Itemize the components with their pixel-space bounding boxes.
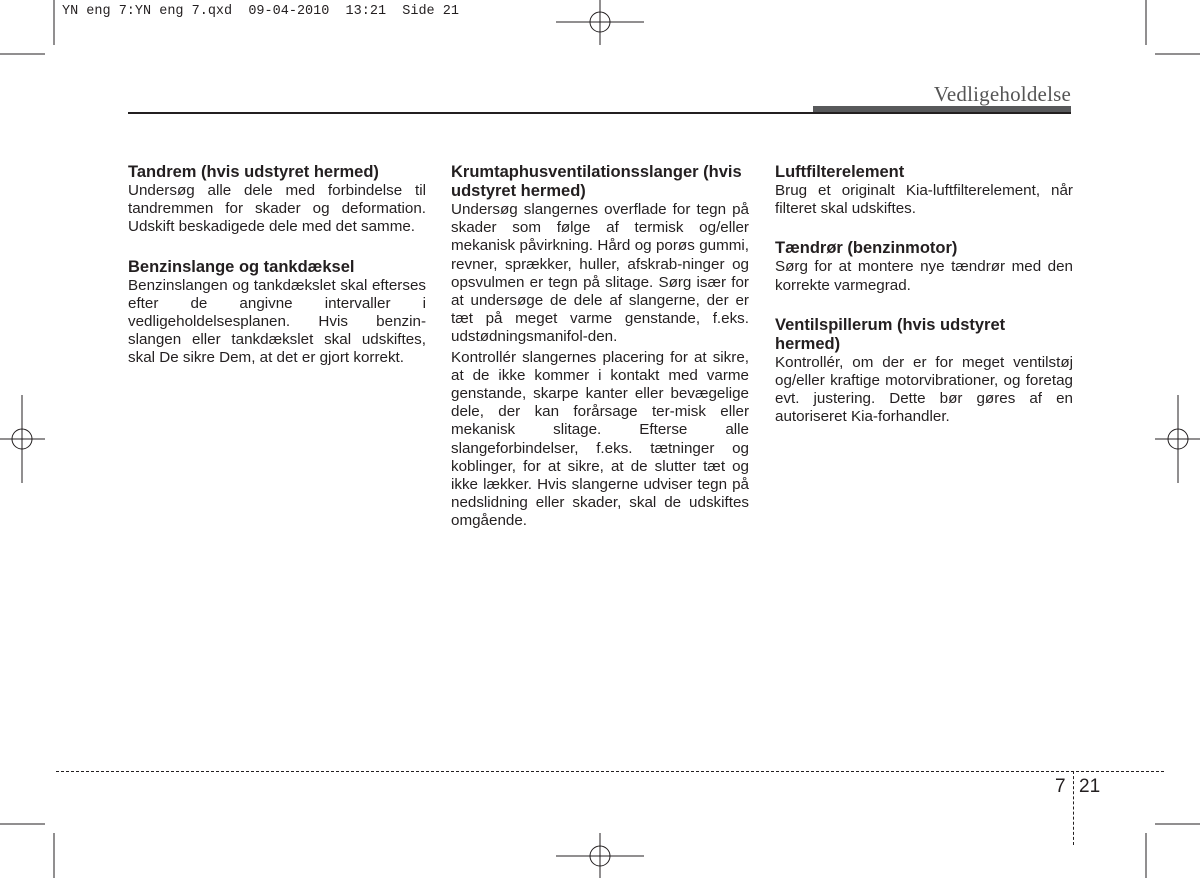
heading-fuel-hose: Benzinslange og tankdæksel xyxy=(128,257,355,276)
section-valve-clearance xyxy=(775,316,1073,427)
text-column-3 xyxy=(775,163,1073,448)
chapter-number: 7 xyxy=(1055,776,1066,797)
body-timing-belt: Undersøg alle dele med forbindelse til tandremmen for skader og deformation. Udskift beskadigede dele med det samme. xyxy=(128,182,426,236)
section-fuel-hose xyxy=(128,258,426,368)
registration-mark-right xyxy=(1155,395,1200,483)
registration-mark-top xyxy=(556,0,644,45)
text-column-1 xyxy=(128,163,426,389)
section-crankcase-hoses xyxy=(451,163,749,531)
registration-mark-left xyxy=(0,395,45,483)
body-fuel-hose: Benzinslangen og tankdækslet skal efterses efter de angivne intervaller i vedligeholdelsesplanen. Hvis benzin-slangen eller tankdækslet skal udskiftes, skal De sikre Dem, at det er gjort korrekt. xyxy=(128,276,426,367)
registration-mark-bottom xyxy=(556,833,644,878)
text-column-2 xyxy=(451,163,749,552)
heading-air-filter: Luftfilterelement xyxy=(775,163,905,181)
heading-valve-clearance: Ventilspillerum (hvis udstyret hermed) xyxy=(775,315,1006,353)
header-rule xyxy=(128,112,1071,114)
body-valve-clearance: Kontrollér, om der er for meget ventilstøj og/eller kraftige motorvibrationer, og foretag evt. justering. Dette bør gøres af en autoriseret Kia-forhandler. xyxy=(775,353,1073,426)
body-crankcase-hoses-1: Undersøg slangernes overflade for tegn på skader som følge af termisk og/eller mekanisk påvirkning. Hård og porøs gummi, revner, sprækker, huller, afskrab-ninger og opsvulmen er tegn på slitage. Sørg især for at undersøge de dele af slangerne, der er tæt på meget varme genstande, f.eks. udstødningsmanifol-den. xyxy=(451,201,749,346)
section-timing-belt xyxy=(128,163,426,237)
body-spark-plugs: Sørg for at montere nye tændrør med den korrekte varmegrad. xyxy=(775,258,1073,294)
body-air-filter: Brug et originalt Kia-luftfilterelement, når filteret skal udskiftes. xyxy=(775,182,1073,218)
body-crankcase-hoses-2: Kontrollér slangernes placering for at sikre, at de ikke kommer i kontakt med varme genstande, skarpe kanter eller bevægelige dele, der kan forårsage ter-misk eller mekanisk slitage. Efterse alle slangeforbindelser, f.eks. tætninger og koblinger, for at sikre, at de slutter tæt og ikke lækker. Hvis slangerne udviser tegn på nedslidning eller skader, skal de udskiftes omgående. xyxy=(451,348,749,530)
heading-spark-plugs: Tændrør (benzinmotor) xyxy=(775,239,958,258)
heading-crankcase-hoses: Krumtaphusventilationsslanger (hvis udstyret hermed) xyxy=(451,163,742,200)
printer-slug: YN eng 7:YN eng 7.qxd 09-04-2010 13:21 Side 21 xyxy=(62,4,459,19)
page-number: 21 xyxy=(1079,776,1101,797)
section-spark-plugs xyxy=(775,239,1073,294)
footer-dashed-rule xyxy=(56,771,1164,772)
section-title: Vedligeholdelse xyxy=(933,82,1071,106)
heading-timing-belt: Tandrem (hvis udstyret hermed) xyxy=(128,163,379,181)
section-air-filter xyxy=(775,163,1073,218)
footer-dashed-divider xyxy=(1073,771,1074,845)
